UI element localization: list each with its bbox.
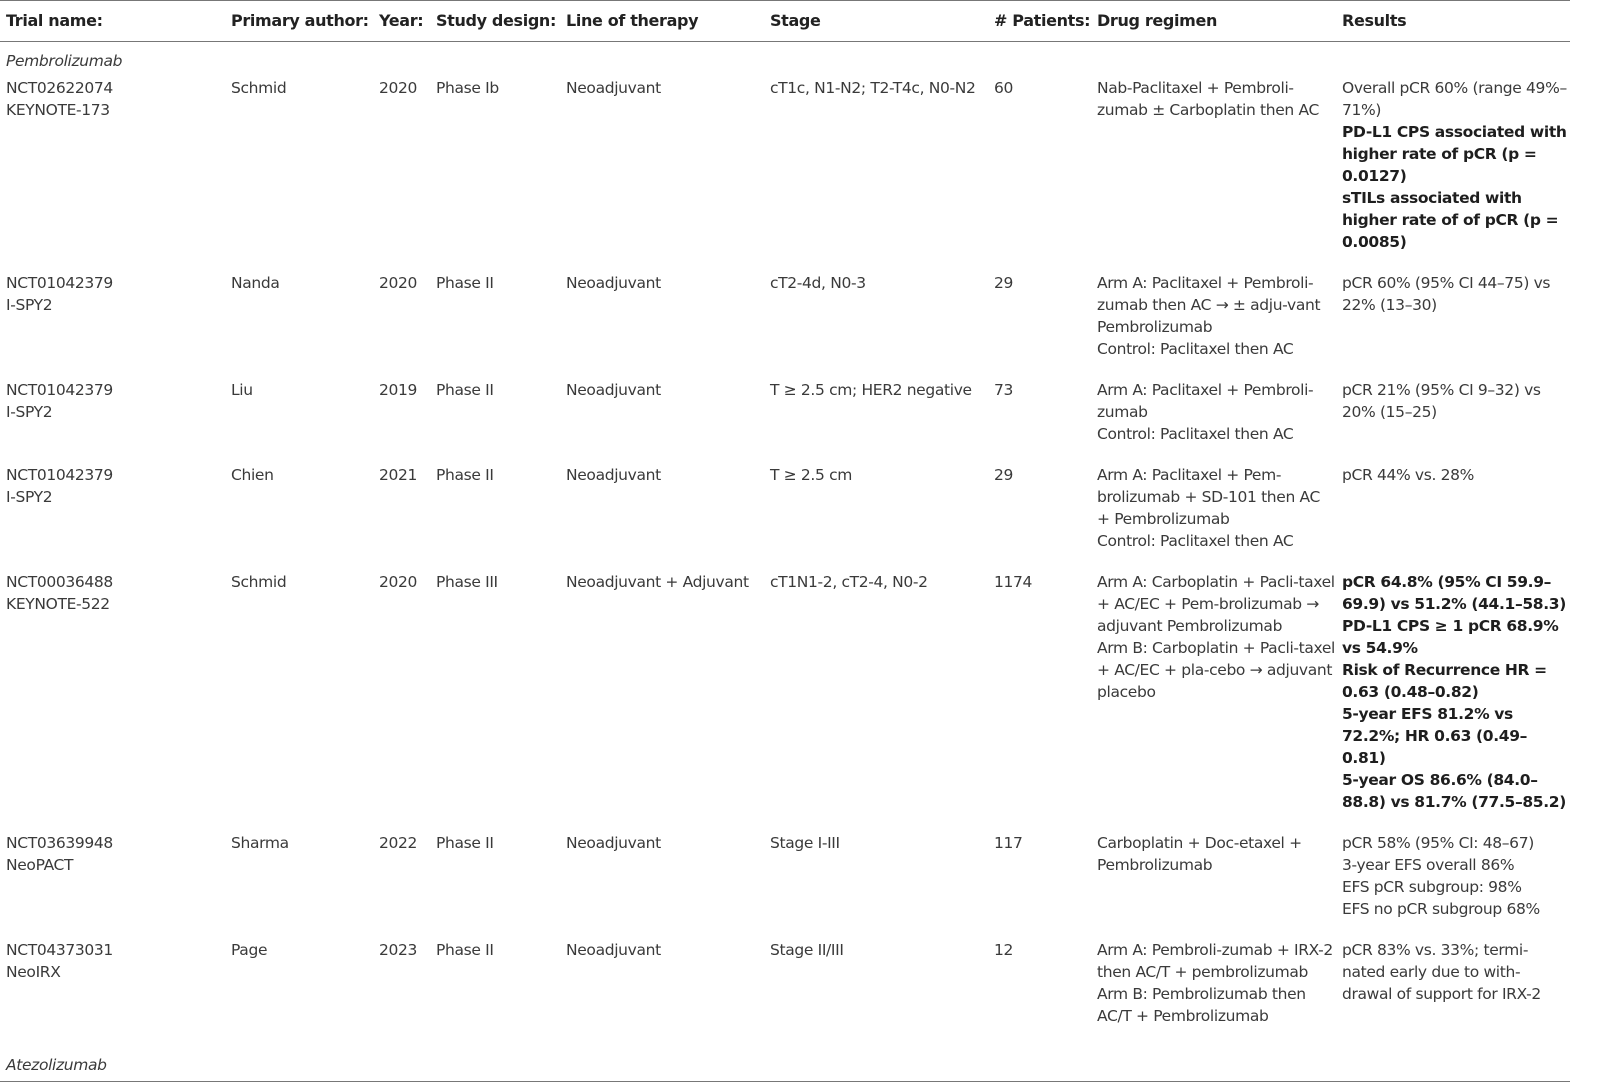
header-year: Year:: [373, 1, 430, 42]
result-line: 3-year EFS overall 86%: [1342, 856, 1515, 874]
cell-year: 2023: [379, 941, 418, 959]
cell-stage: Stage I-III: [770, 834, 840, 852]
cell-year: 2020: [379, 274, 418, 292]
cell-drug-regimen: [1091, 379, 1336, 464]
cell-design: Phase II: [436, 941, 494, 959]
table-row: [0, 379, 1570, 464]
cell-trial-name: [0, 77, 225, 272]
cell-line-of-therapy: Neoadjuvant: [566, 941, 661, 959]
cell-year: 2020: [379, 573, 418, 591]
header-row: [0, 1, 1570, 42]
cell-stage: T ≥ 2.5 cm: [770, 466, 853, 484]
cell-year: 2021: [379, 466, 418, 484]
header-stage: Stage: [764, 1, 988, 42]
cell-stage: T ≥ 2.5 cm; HER2 negative: [770, 381, 972, 399]
table-row: [0, 832, 1570, 939]
cell-results: [1336, 272, 1570, 379]
table-body: [0, 42, 1570, 1082]
drug-line: Control: Paclitaxel then AC: [1097, 532, 1294, 550]
cell-author: Schmid: [231, 573, 287, 591]
cell-drug-regimen: [1091, 272, 1336, 379]
cell-trial-name: [0, 379, 225, 464]
cell-year: 2022: [379, 834, 418, 852]
trial-id: NCT01042379: [6, 466, 113, 484]
drug-line: Arm A: Pembroli-zumab + IRX-2 then AC/T + pembrolizumab: [1097, 941, 1333, 981]
drug-line: Control: Paclitaxel then AC: [1097, 340, 1294, 358]
cell-design: Phase II: [436, 834, 494, 852]
cell-design: Phase II: [436, 381, 494, 399]
cell-results: [1336, 939, 1570, 1046]
trial-acronym: KEYNOTE-522: [6, 595, 110, 613]
result-line: pCR 83% vs. 33%; termi-nated early due to with-drawal of support for IRX-2: [1342, 941, 1541, 1003]
result-line: pCR 44% vs. 28%: [1342, 466, 1475, 484]
cell-stage: cT1c, N1-N2; T2-T4c, N0-N2: [770, 79, 976, 97]
cell-design: Phase III: [436, 573, 498, 591]
cell-trial-name: [0, 272, 225, 379]
table-row: [0, 77, 1570, 272]
drug-line: Arm A: Paclitaxel + Pembroli-zumab: [1097, 381, 1314, 421]
cell-stage: cT2-4d, N0-3: [770, 274, 866, 292]
drug-line: Nab-Paclitaxel + Pembroli-zumab ± Carboplatin then AC: [1097, 79, 1319, 119]
trial-acronym: NeoPACT: [6, 856, 74, 874]
header-study-design: Study design:: [430, 1, 560, 42]
cell-stage: Stage II/III: [770, 941, 844, 959]
drug-line: Control: Paclitaxel then AC: [1097, 425, 1294, 443]
table-header: [0, 1, 1570, 42]
drug-line: Arm A: Paclitaxel + Pembroli-zumab then AC → ± adju-vant Pembrolizumab: [1097, 274, 1321, 336]
result-line: pCR 58% (95% CI: 48–67): [1342, 834, 1534, 852]
result-line: Overall pCR 60% (range 49%–71%): [1342, 79, 1567, 119]
cell-line-of-therapy: Neoadjuvant: [566, 381, 661, 399]
result-line: EFS pCR subgroup: 98%: [1342, 878, 1522, 896]
cell-author: Schmid: [231, 79, 287, 97]
cell-design: Phase II: [436, 466, 494, 484]
cell-author: Chien: [231, 466, 274, 484]
section-title: Atezolizumab: [0, 1046, 1570, 1082]
drug-line: Arm A: Carboplatin + Pacli-taxel + AC/EC + Pem-brolizumab → adjuvant Pembrolizumab: [1097, 573, 1335, 635]
cell-line-of-therapy: Neoadjuvant: [566, 274, 661, 292]
result-line: 5-year EFS 81.2% vs 72.2%; HR 0.63 (0.49–0.81): [1342, 705, 1528, 767]
cell-drug-regimen: [1091, 77, 1336, 272]
trial-id: NCT01042379: [6, 274, 113, 292]
cell-results: [1336, 77, 1570, 272]
section-row: [0, 1046, 1570, 1082]
section-title: Pembrolizumab: [6, 52, 123, 70]
cell-results: [1336, 832, 1570, 939]
trial-id: NCT04373031: [6, 941, 113, 959]
trial-acronym: I-SPY2: [6, 488, 53, 506]
cell-patients: 12: [994, 941, 1014, 959]
cell-results: [1336, 571, 1570, 832]
cell-trial-name: [0, 939, 225, 1046]
header-line-of-therapy: Line of therapy: [560, 1, 764, 42]
cell-patients: 73: [994, 381, 1014, 399]
result-line: PD-L1 CPS associated with higher rate of pCR (p = 0.0127): [1342, 123, 1567, 185]
header-trial-name: Trial name:: [0, 1, 225, 42]
section-row: [0, 42, 1570, 78]
trial-acronym: I-SPY2: [6, 403, 53, 421]
result-line: EFS no pCR subgroup 68%: [1342, 900, 1540, 918]
trial-acronym: KEYNOTE-173: [6, 101, 110, 119]
cell-patients: 29: [994, 274, 1014, 292]
table-row: [0, 939, 1570, 1046]
table-row: [0, 571, 1570, 832]
trial-id: NCT02622074: [6, 79, 113, 97]
header-drug-regimen: Drug regimen: [1091, 1, 1336, 42]
result-line: pCR 21% (95% CI 9–32) vs 20% (15–25): [1342, 381, 1541, 421]
result-line: 5-year OS 86.6% (84.0–88.8) vs 81.7% (77.5–85.2): [1342, 771, 1566, 811]
table-row: [0, 464, 1570, 571]
cell-drug-regimen: [1091, 464, 1336, 571]
cell-year: 2020: [379, 79, 418, 97]
cell-drug-regimen: [1091, 832, 1336, 939]
trial-acronym: NeoIRX: [6, 963, 61, 981]
trial-id: NCT01042379: [6, 381, 113, 399]
cell-trial-name: [0, 832, 225, 939]
cell-results: [1336, 379, 1570, 464]
result-line: sTILs associated with higher rate of of pCR (p = 0.0085): [1342, 189, 1559, 251]
cell-line-of-therapy: Neoadjuvant: [566, 834, 661, 852]
header-primary-author: Primary author:: [225, 1, 373, 42]
cell-author: Page: [231, 941, 268, 959]
cell-line-of-therapy: Neoadjuvant: [566, 466, 661, 484]
header-results: Results: [1336, 1, 1570, 42]
header-patients: # Patients:: [988, 1, 1091, 42]
cell-trial-name: [0, 464, 225, 571]
drug-line: Carboplatin + Doc-etaxel + Pembrolizumab: [1097, 834, 1302, 874]
cell-author: Liu: [231, 381, 253, 399]
cell-author: Sharma: [231, 834, 289, 852]
cell-drug-regimen: [1091, 571, 1336, 832]
drug-line: Arm B: Carboplatin + Pacli-taxel + AC/EC + pla-cebo → adjuvant placebo: [1097, 639, 1336, 701]
result-line: pCR 60% (95% CI 44–75) vs 22% (13–30): [1342, 274, 1551, 314]
cell-design: Phase Ib: [436, 79, 499, 97]
cell-results: [1336, 464, 1570, 571]
cell-line-of-therapy: Neoadjuvant: [566, 79, 661, 97]
trial-id: NCT03639948: [6, 834, 113, 852]
cell-patients: 1174: [994, 573, 1033, 591]
cell-trial-name: [0, 571, 225, 832]
drug-line: Arm A: Paclitaxel + Pem-brolizumab + SD-101 then AC + Pembrolizumab: [1097, 466, 1320, 528]
cell-patients: 29: [994, 466, 1014, 484]
cell-line-of-therapy: Neoadjuvant + Adjuvant: [566, 573, 749, 591]
trial-id: NCT00036488: [6, 573, 113, 591]
result-line: PD-L1 CPS ≥ 1 pCR 68.9% vs 54.9%: [1342, 617, 1559, 657]
cell-patients: 60: [994, 79, 1014, 97]
cell-patients: 117: [994, 834, 1023, 852]
cell-design: Phase II: [436, 274, 494, 292]
result-line: Risk of Recurrence HR = 0.63 (0.48–0.82): [1342, 661, 1547, 701]
cell-year: 2019: [379, 381, 418, 399]
drug-line: Arm B: Pembrolizumab then AC/T + Pembrolizumab: [1097, 985, 1306, 1025]
trial-acronym: I-SPY2: [6, 296, 53, 314]
cell-drug-regimen: [1091, 939, 1336, 1046]
result-line: pCR 64.8% (95% CI 59.9–69.9) vs 51.2% (44.1–58.3): [1342, 573, 1566, 613]
table-row: [0, 272, 1570, 379]
cell-stage: cT1N1-2, cT2-4, N0-2: [770, 573, 928, 591]
cell-author: Nanda: [231, 274, 280, 292]
